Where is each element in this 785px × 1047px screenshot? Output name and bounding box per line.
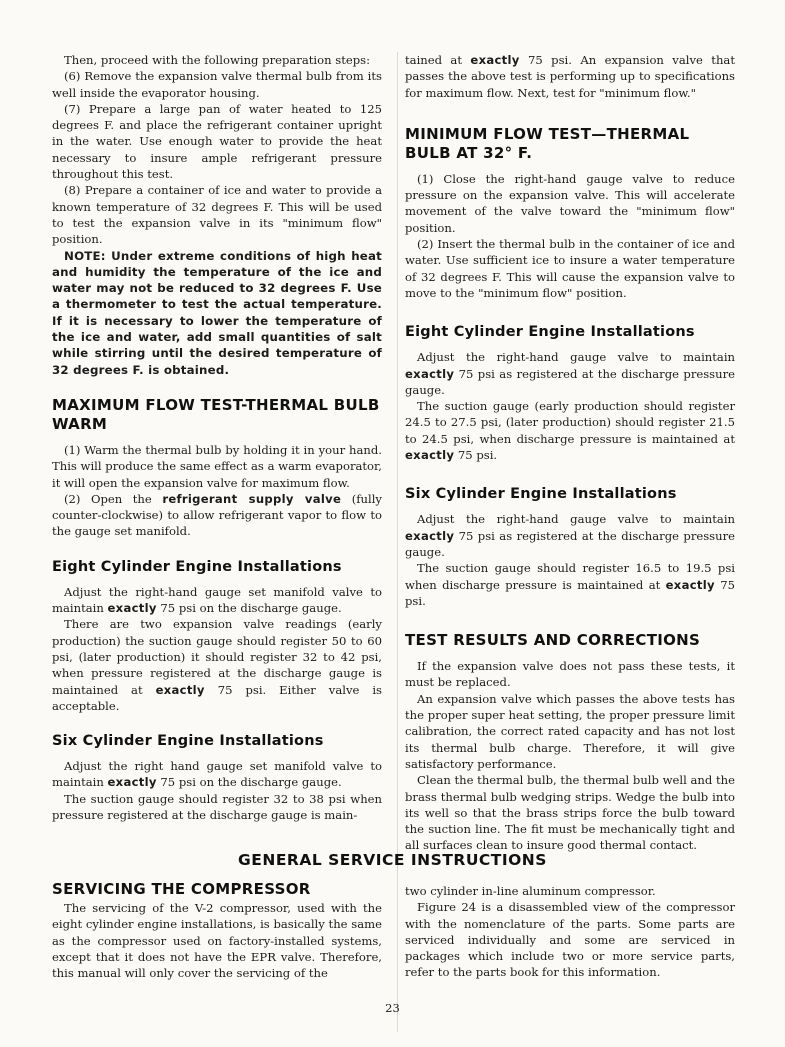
paragraph: The suction gauge (early production should register 24.5 to 27.5 psi, (later production) should register 21.5 to 24.5 psi, when discharge pressure is maintained at exactly 75 psi. <box>405 399 735 463</box>
paragraph: An expansion valve which passes the above tests has the proper super heat setting, the proper pressure limit calibration, the correct rated capacity and has not lost its thermal bulb charge. Therefore, it will give satisfactory performance. <box>405 691 735 771</box>
paragraph: The suction gauge should register 16.5 to 19.5 psi when discharge pressure is maintained at exactly 75 psi. <box>405 561 735 608</box>
paragraph: Adjust the right-hand gauge valve to maintain exactly 75 psi as registered at the discharge pressure gauge. <box>405 512 735 559</box>
paragraph: Clean the thermal bulb, the thermal bulb well and the brass thermal bulb wedging strips. Wedge the bulb into its well so that the brass strips force the bulb toward the suction line. The fit must be mechanically tight and all surfaces clean to insure good thermal contact. <box>405 773 735 853</box>
section-heading-max-flow: MAXIMUM FLOW TEST-THERMAL BULB WARM <box>52 395 380 433</box>
emphasis: exactly <box>155 682 205 697</box>
paragraph: Adjust the right hand gauge set manifold valve to maintain exactly 75 psi on the discharge gauge. <box>52 759 382 790</box>
paragraph: Figure 24 is a disassembled view of the compressor with the nomenclature of the parts. Some parts are serviced individually and some are serviced in packages which include two or more service parts, refer to the parts book for this information. <box>405 900 735 980</box>
paragraph: Then, proceed with the following preparation steps: <box>64 53 371 67</box>
right-column <box>405 52 735 854</box>
paragraph: (2) Open the refrigerant supply valve (fully counter-clockwise) to allow refrigerant vapor to flow to the gauge set manifold. <box>52 491 382 539</box>
general-section-title: GENERAL SERVICE INSTRUCTIONS <box>238 851 547 869</box>
paragraph: (8) Prepare a container of ice and water to provide a known temperature of 32 degrees F. This will be used to test the expansion valve in its "minimum flow" position. <box>52 183 382 247</box>
emphasis: refrigerant supply valve <box>162 491 342 506</box>
bottom-right-column <box>405 883 735 981</box>
subheading-eight-cylinder: Eight Cylinder Engine Installations <box>52 558 342 575</box>
emphasis: exactly <box>405 366 455 381</box>
section-heading-compressor: SERVICING THE COMPRESSOR <box>52 880 311 898</box>
paragraph: If the expansion valve does not pass these tests, it must be replaced. <box>405 659 735 690</box>
page-number: 23 <box>385 1001 400 1015</box>
section-heading-test-results: TEST RESULTS AND CORRECTIONS <box>405 631 701 650</box>
section-heading-min-flow: MINIMUM FLOW TEST—THERMAL BULB AT 32° F. <box>405 124 690 162</box>
subheading-six-cylinder: Six Cylinder Engine Installations <box>405 486 677 503</box>
column-divider <box>397 52 398 1032</box>
paragraph: The servicing of the V-2 compressor, used with the eight cylinder engine installations, is basically the same as the compressor used on factory-installed systems, except that it does not have the EPR valve. Therefore, this manual will only cover the servicing of the <box>52 901 382 981</box>
note-paragraph: NOTE: Under extreme conditions of high heat and humidity the temperature of the ice and water may not be reduced to 32 degrees F. Use a thermometer to test the actual temperature. If it is necessary to lower the temperature of the ice and water, add small quantities of salt while stirring until the desired temperature of 32 degrees F. is obtained. <box>52 248 382 377</box>
emphasis: exactly <box>107 775 157 790</box>
subheading-six-cylinder: Six Cylinder Engine Installations <box>52 733 324 750</box>
paragraph: Adjust the right-hand gauge set manifold valve to maintain exactly 75 psi on the discharge gauge. <box>52 584 382 616</box>
paragraph: Adjust the right-hand gauge valve to maintain exactly 75 psi as registered at the discharge pressure gauge. <box>405 350 735 397</box>
emphasis: exactly <box>665 577 715 592</box>
paragraph: (1) Warm the thermal bulb by holding it in your hand. This will produce the same effect as a warm evaporator, it will open the expansion valve for maximum flow. <box>52 442 382 490</box>
paragraph: (2) Insert the thermal bulb in the container of ice and water. Use sufficient ice to insure a water temperature of 32 degrees F. This will cause the expansion valve to move to the "minimum flow" position. <box>405 237 735 300</box>
paragraph: tained at exactly 75 psi. An expansion valve that passes the above test is performing up to specifications for maximum flow. Next, test for "minimum flow." <box>405 53 735 100</box>
paragraph: There are two expansion valve readings (early production) the suction gauge should register 50 to 60 psi, (later production) it should register 32 to 42 psi, when pressure registered at the discharge gauge is maintained at exactly 75 psi. Either valve is acceptable. <box>52 617 382 713</box>
paragraph: two cylinder in-line aluminum compressor. <box>405 884 656 898</box>
bottom-left-column <box>52 880 382 981</box>
emphasis: exactly <box>470 53 520 67</box>
paragraph: The suction gauge should register 32 to 38 psi when pressure registered at the discharge gauge is main- <box>52 791 382 822</box>
emphasis: exactly <box>107 601 157 616</box>
left-column <box>52 52 382 823</box>
emphasis: exactly <box>405 448 455 463</box>
paragraph: (1) Close the right-hand gauge valve to reduce pressure on the expansion valve. This will accelerate movement of the valve toward the "minimum flow" position. <box>405 171 735 235</box>
paragraph: (7) Prepare a large pan of water heated to 125 degrees F. and place the refrigerant container upright in the water. Use enough water to provide the heat necessary to insure ample refrigerant pressure throughout this test. <box>52 101 382 182</box>
paragraph: (6) Remove the expansion valve thermal bulb from its well inside the evaporator housing. <box>52 69 382 100</box>
subheading-eight-cylinder: Eight Cylinder Engine Installations <box>405 324 695 341</box>
emphasis: exactly <box>405 528 455 543</box>
